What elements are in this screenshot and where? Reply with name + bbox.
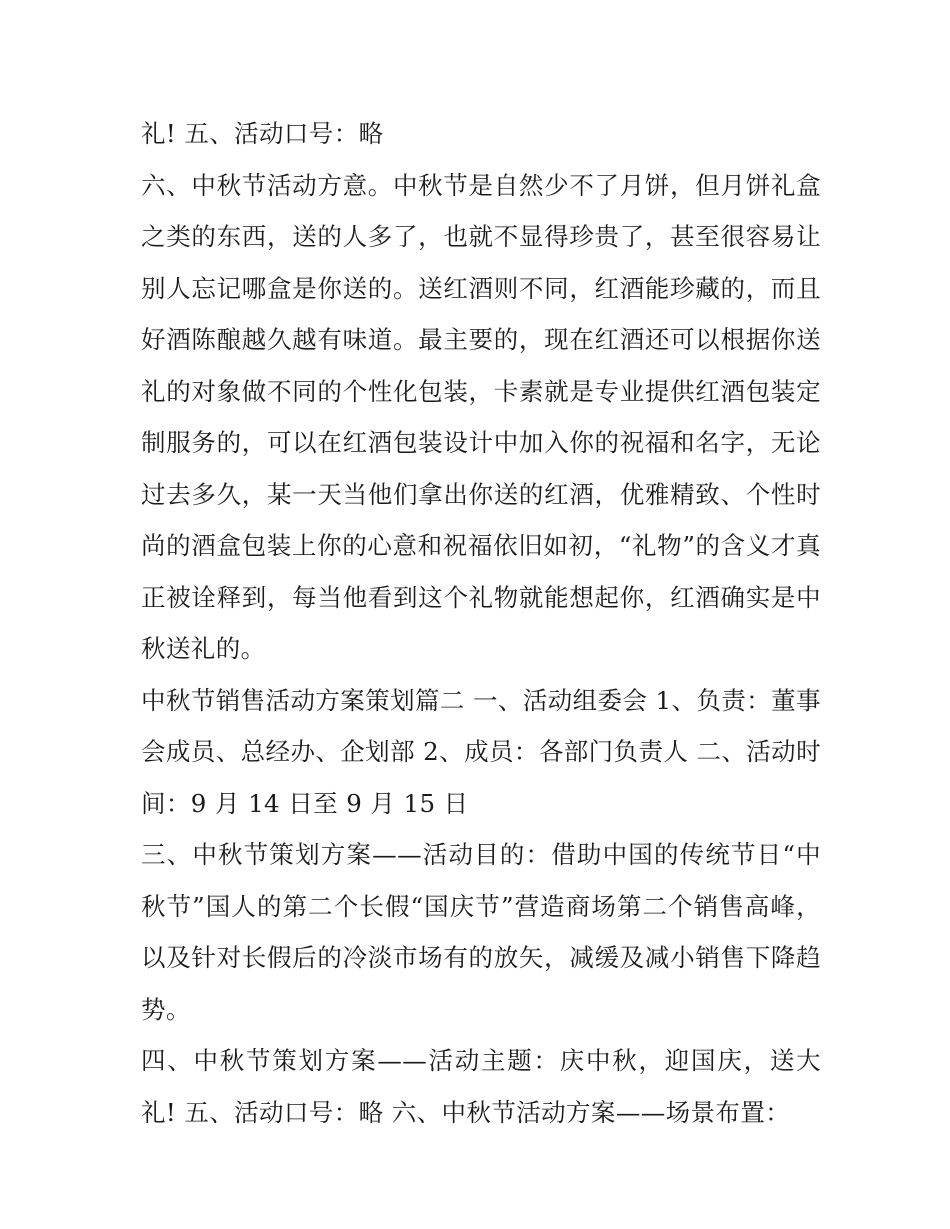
paragraph-activity-purpose: 三、中秋节策划方案——活动目的：借助中国的传统节日“中秋节”国人的第二个长假“国庆节”营造商场第二个销售高峰，以及针对长假后的冷淡市场有的放矢，减缓及减小销售下降趋势。 xyxy=(141,840,821,1024)
paragraph-organizing-committee: 中秋节销售活动方案策划篇二 一、活动组委会 1、负责：董事会成员、总经办、企划部 2、成员：各部门负责人 二、活动时间：9 月 14 日至 9 月 15 日 xyxy=(141,685,821,818)
document-body xyxy=(141,108,821,1138)
paragraph-slogan-continuation: 礼! 五、活动口号：略 xyxy=(141,119,384,148)
paragraph-activity-plan: 六、中秋节活动方意。中秋节是自然少不了月饼，但月饼礼盒之类的东西，送的人多了，也就不显得珍贵了，甚至很容易让别人忘记哪盒是你送的。送红酒则不同，红酒能珍藏的，而且好酒陈酿越久越有味道。最主要的，现在红酒还可以根据你送礼的对象做不同的个性化包装，卡素就是专业提供红酒包装定制服务的，可以在红酒包装设计中加入你的祝福和名字，无论过去多久，某一天当他们拿出你送的红酒，优雅精致、个性时尚的酒盒包装上你的心意和祝福依旧如初，“礼物”的含义才真正被诠释到，每当他看到这个礼物就能想起你，红酒确实是中秋送礼的。 xyxy=(141,170,821,663)
paragraph-activity-theme: 四、中秋节策划方案——活动主题：庆中秋，迎国庆，送大礼! 五、活动口号：略 六、中秋节活动方案——场景布置： xyxy=(141,1046,821,1127)
